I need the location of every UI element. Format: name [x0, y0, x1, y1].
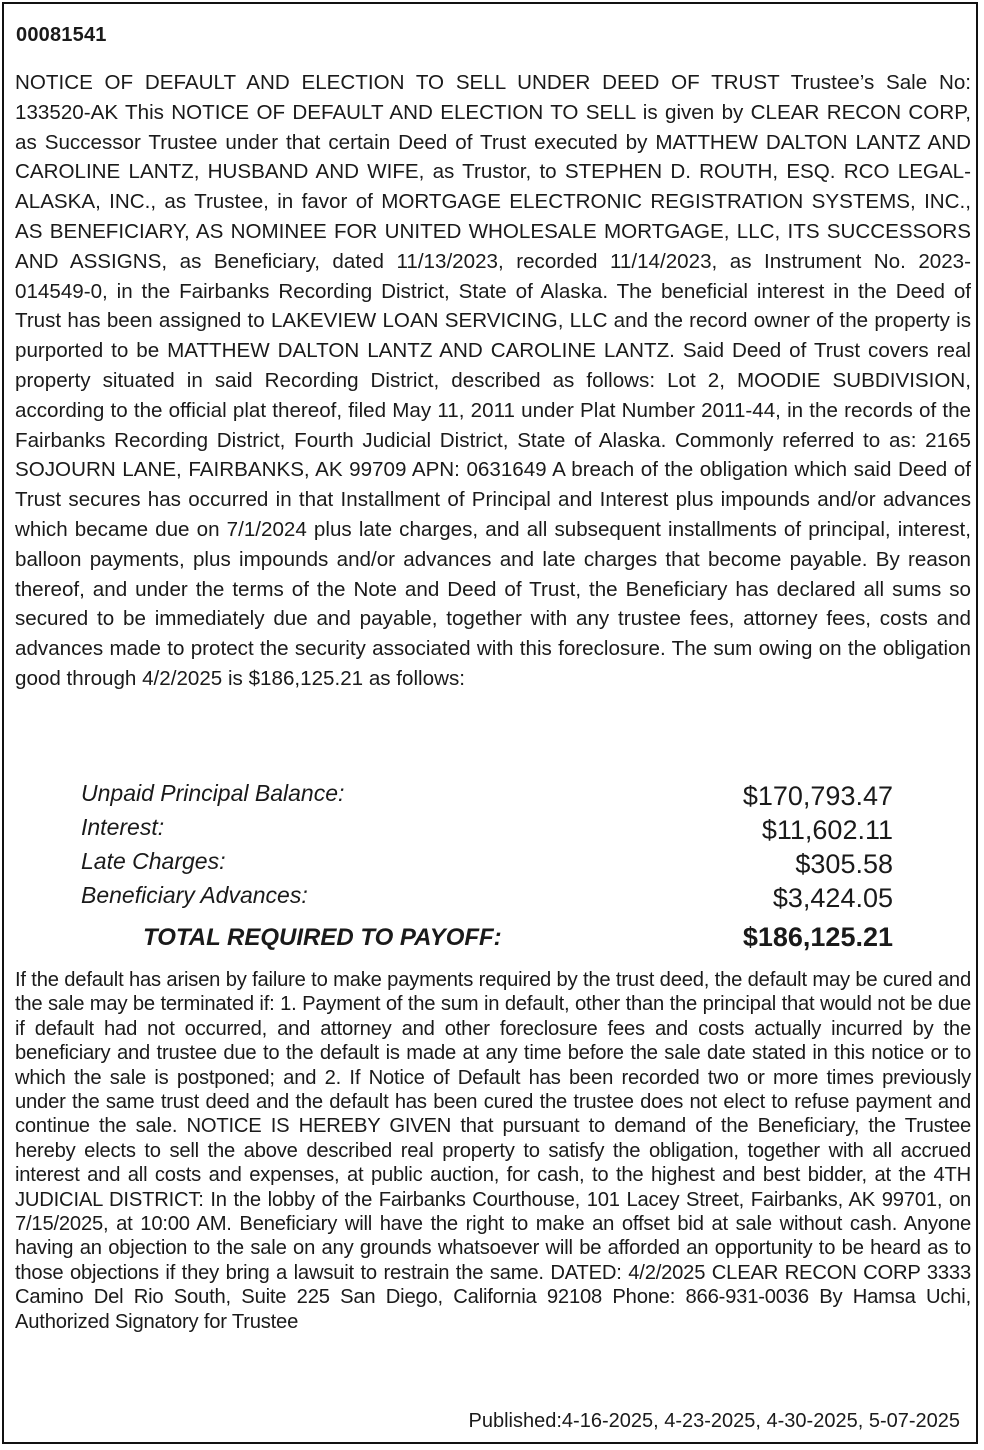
payoff-value: $170,793.47 — [742, 781, 893, 811]
payoff-label: Unpaid Principal Balance: — [81, 780, 345, 806]
payoff-row-beneficiary-advances — [81, 880, 893, 914]
payoff-label: Interest: — [81, 814, 165, 840]
payoff-label: Beneficiary Advances: — [81, 882, 308, 908]
payoff-value: $305.58 — [795, 849, 893, 879]
payoff-row-late-charges — [81, 846, 893, 880]
payoff-row-principal — [81, 778, 893, 812]
notice-body-paragraph: NOTICE OF DEFAULT AND ELECTION TO SELL UNDER DEED OF TRUST Trustee’s Sale No: 133520-AK This NOTICE OF DEFAULT AND ELECTION TO SELL is given by CLEAR RECON CORP, as Successor Trustee under that certain Deed of Trust executed by MATTHEW DALTON LANTZ AND CAROLINE LANTZ, HUSBAND AND WIFE, as Trustor, to STEPHEN D. ROUTH, ESQ. RCO LEGAL-ALASKA, INC., as Trustee, in favor of MORTGAGE ELECTRONIC REGISTRATION SYSTEMS, INC., AS BENEFICIARY, AS NOMINEE FOR UNITED WHOLESALE MORTGAGE, LLC, ITS SUCCESSORS AND ASSIGNS, as Beneficiary, dated 11/13/2023, recorded 11/14/2023, as Instrument No. 2023-014549-0, in the Fairbanks Recording District, State of Alaska. The beneficial interest in the Deed of Trust has been assigned to LAKEVIEW LOAN SERVICING, LLC and the record owner of the property is purported to be MATTHEW DALTON LANTZ AND CAROLINE LANTZ. Said Deed of Trust covers real property situated in said Recording District, described as follows: Lot 2, MOODIE SUBDIVISION, according to the official plat thereof, filed May 11, 2011 under Plat Number 2011-44, in the records of the Fairbanks Recording District, Fourth Judicial District, State of Alaska. Commonly referred to as: 2165 SOJOURN LANE, FAIRBANKS, AK 99709 APN: 0631649 A breach of the obligation which said Deed of Trust secures has occurred in that Installment of Principal and Interest plus impounds and/or advances which became due on 7/1/2024 plus late charges, and all subsequent installments of principal, interest, balloon payments, plus impounds and/or advances and late charges that become payable. By reason thereof, and under the terms of the Note and Deed of Trust, the Beneficiary has declared all sums so secured to be immediately due and payable, together with any trustee fees, attorney fees, costs and advances made to protect the security associated with this foreclosure. The sum owing on the obligation good through 4/2/2025 is $186,125.21 as follows: — [15, 71, 971, 690]
payoff-value: $11,602.11 — [761, 815, 893, 845]
notice-id: 00081541 — [16, 24, 107, 46]
published-dates: Published:4-16-2025, 4-23-2025, 4-30-2025, 5-07-2025 — [468, 1410, 960, 1432]
legal-notice — [2, 2, 978, 1444]
notice-terms-paragraph: If the default has arisen by failure to make payments required by the trust deed, the default may be cured and the sale may be terminated if: 1. Payment of the sum in default, other than the principal that would not be due if default had not occurred, and attorney and other foreclosure fees and costs actually incurred by the beneficiary and trustee due to the default is made at any time before the sale date stated in this notice or to which the sale is postponed; and 2. If Notice of Default has been recorded two or more times previously under the same trust deed and the default has been cured the trustee does not elect to refuse payment and continue the sale. NOTICE IS HEREBY GIVEN that pursuant to demand of the Beneficiary, the Trustee hereby elects to sell the above described real property to satisfy the obligation, together with all accrued interest and all costs and expenses, at public auction, for cash, to the highest and best bidder, at the 4TH JUDICIAL DISTRICT: In the lobby of the Fairbanks Courthouse, 101 Lacey Street, Fairbanks, AK 99701, on 7/15/2025, at 10:00 AM. Beneficiary will have the right to make an offset bid at sale without cash. Anyone having an objection to the sale on any grounds whatsoever will be afforded an opportunity to be heard as to those objections if they bring a lawsuit to restrain the same. DATED: 4/2/2025 CLEAR RECON CORP 3333 Camino Del Rio South, Suite 225 San Diego, California 92108 Phone: 866-931-0036 By Hamsa Uchi, Authorized Signatory for Trustee — [15, 969, 971, 1333]
payoff-total-value: $186,125.21 — [742, 922, 893, 952]
payoff-table — [81, 778, 893, 960]
payoff-value: $3,424.05 — [772, 883, 893, 913]
payoff-total-row — [81, 920, 893, 960]
payoff-row-interest — [81, 812, 893, 846]
payoff-label: Late Charges: — [81, 848, 226, 874]
payoff-total-label: TOTAL REQUIRED TO PAYOFF: — [143, 924, 502, 951]
